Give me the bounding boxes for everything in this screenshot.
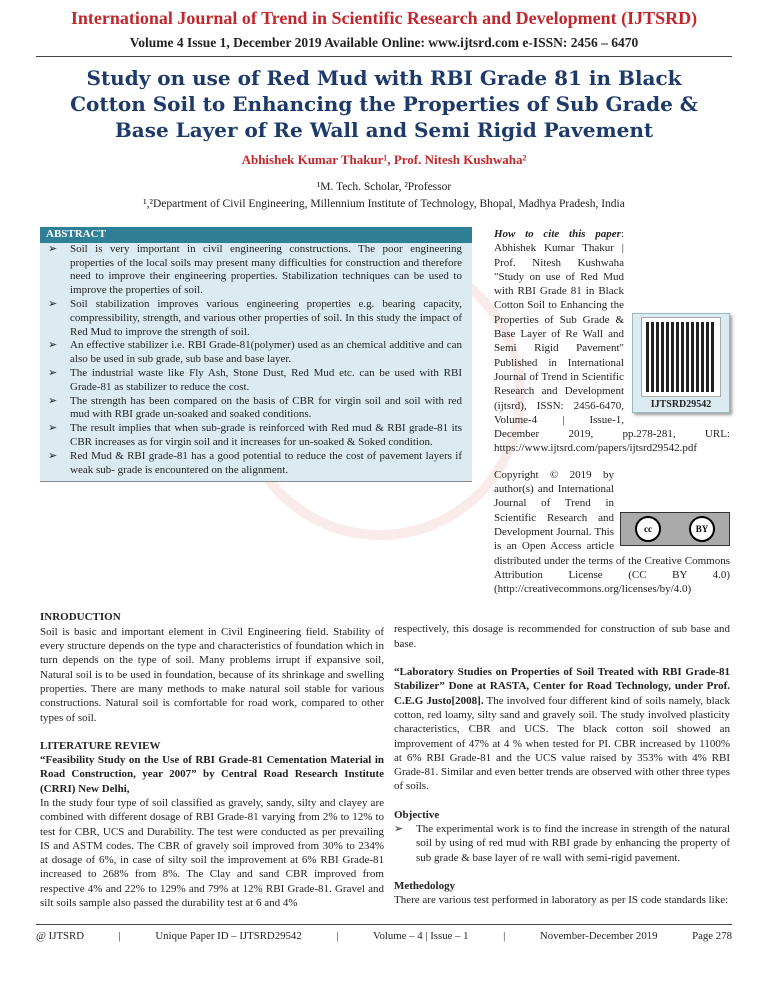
- bullet-icon: ➢: [48, 422, 58, 435]
- bullet-icon: ➢: [48, 297, 58, 310]
- author-roles: ¹M. Tech. Scholar, ²Professor: [316, 181, 452, 193]
- qr-code-icon: [642, 318, 720, 396]
- lab-text: The involved four different kind of soils namely, black cotton, red loamy, silty sand and gravely soil. The study involved plasticity characteristics, CBR and UCS. The black cotton soil showed an improvement of 47% at 4 % when tested for PI. CBR increased by 1100% at 6% RBI Grade-81 and the UCS value raised by 353% with 4% RBI Grade-81. Similar and even better trends are observed with other three types of soils.: [394, 694, 730, 793]
- cc-icon: cc: [635, 516, 661, 542]
- footer-sep: |: [503, 930, 506, 943]
- abstract-box: [40, 227, 472, 482]
- intro-text: Soil is basic and important element in Civil Engineering field. Stability of every structure depends on the type and characteristics of foundation which in turn depends on the type of soil. Many problems irrupt if expansive soil, Natural soil is to be used in foundation, because of its shrinkage and swelling properties. There are many methods to make natural soil stable for various constructions. Natural soil is comfortable for road work, compared to other types of soil.: [40, 625, 384, 724]
- abstract-item-text: An effective stabilizer i.e. RBI Grade-81(polymer) used as an chemical additive and can also be used in sub grade, sub base and base layer.: [70, 339, 462, 366]
- abstract-item-text: Red Mud & RBI grade-81 has a good potential to reduce the cost of pavement layers if weak sub- grade is encountered on the alignment.: [70, 449, 462, 476]
- lab-heading: “Laboratory Studies on Properties of Soil Treated with RBI Grade-81 Stabilizer” Done at RASTA, Center for Road Technology, under Prof. C.E.G Justo[2008].: [394, 666, 730, 707]
- bullet-icon: ➢: [48, 449, 58, 462]
- abstract-item-text: The result implies that when sub-grade is reinforced with Red mud & RBI grade-81 its CBR increases as for virgin soil and it increases for un-soaked & Soked condition.: [70, 422, 462, 448]
- left-column: [40, 610, 384, 910]
- method-heading: Methedology: [394, 879, 456, 892]
- objective-heading: Objective: [394, 808, 440, 821]
- journal-header: International Journal of Trend in Scientific Research and Development (IJTSRD): [70, 8, 698, 28]
- abstract-item: [48, 339, 462, 367]
- abstract-item: [48, 395, 462, 423]
- bullet-icon: ➢: [48, 366, 58, 379]
- right-top-column: [494, 227, 730, 596]
- abstract-item-text: Soil is very important in civil engineering constructions. The poor engineering properties of the local soils may present many difficulties for construction and therefore need to improve their engineering properties. Stabilization techniques can be used to improve the properties of soil.: [70, 242, 462, 297]
- abstract-heading: ABSTRACT: [40, 227, 472, 243]
- abstract-item-text: Soil stabilization improves various engineering properties e.g. bearing capacity, compressibility, strength, and various other properties of soil. In this study the impact of Red Mud to improve the strength of soil.: [70, 297, 462, 338]
- lit-heading: LITERATURE REVIEW: [40, 739, 161, 752]
- qr-code-box: [632, 313, 730, 413]
- by-icon: BY: [689, 516, 715, 542]
- footer-sep: |: [118, 930, 121, 943]
- footer-sep: |: [336, 930, 339, 943]
- abstract-item: [48, 367, 462, 395]
- abstract-item: [48, 298, 462, 339]
- header-rule: [36, 56, 732, 57]
- abstract-item: [48, 243, 462, 298]
- page-footer: [36, 924, 732, 943]
- cite-text: : Abhishek Kumar Thakur | Prof. Nitesh Kushwaha "Study on use of Red Mud with RBI Grade 81 in Black Cotton Soil to Enhancing the Properties of Sub Grade & Base Layer of Re Wall and Semi Rigid Pavement" Published in International Journal of Trend in Scientific Research and Development (ijtsrd), ISSN: 2456-6470, Volume-4 | Issue-1, December 2019, pp.278-281, URL: https://www.ijtsrd.com/papers/ijtsrd29542.pdf: [494, 228, 730, 455]
- abstract-item-text: The industrial waste like Fly Ash, Stone Dust, Red Mud etc. can be used with RBI Grade-81 as stabilizer to reduce the cost.: [70, 366, 462, 393]
- abstract-item: [48, 450, 462, 478]
- affiliation: ¹,²Department of Civil Engineering, Millennium Institute of Technology, Bhopal, Madhya Pradesh, India: [143, 198, 625, 210]
- bullet-icon: ➢: [394, 822, 404, 835]
- continuation-text: respectively, this dosage is recommended for construction of sub base and base.: [394, 623, 730, 650]
- objective-text: The experimental work is to find the increase in strength of the natural soil by using of red mud with RBI grade by enhancing the property of sub grade & base layer of re wall with semi-rigid pavement.: [416, 822, 730, 864]
- lit-subheading: “Feasibility Study on the Use of RBI Grade-81 Cementation Material in Road Construction, year 2007” by Central Road Research Institute (CRRI) New Delhi,: [40, 754, 384, 795]
- paper-title: Study on use of Red Mud with RBI Grade 81 in Black Cotton Soil to Enhancing the Properties of Sub Grade & Base Layer of Re Wall and Semi Rigid Pavement: [70, 66, 698, 142]
- right-column: [394, 610, 730, 910]
- top-section: [36, 227, 732, 596]
- bullet-icon: ➢: [48, 242, 58, 255]
- bullet-icon: ➢: [48, 339, 58, 352]
- authors: Abhishek Kumar Thakur¹, Prof. Nitesh Kushwaha²: [241, 152, 527, 167]
- copyright-block: [494, 468, 730, 597]
- lit-text: In the study four type of soil classified as gravely, sandy, silty and clayey are combined with different dosage of RBI Grade-81 varying from 2% to 12% to test for CBR, UCS and Durability. The test were conducted as per prevailing IS and ASTM codes. The CBR of gravely soil improved from 30% to 234% at dosage of 6%, in case of silty soil the improvement at 6% RBI Grade-81 increased to 268% from 8%. The Clay and sand CBR improved from respective 4% and 22% to 129% and 79% at 12% RBI Grade-81. Gravel and silt soils sample also passed the durability test at 6 and 4%: [40, 796, 384, 910]
- body-section: [36, 610, 732, 910]
- cite-label: How to cite this paper: [494, 228, 621, 240]
- footer-date: November-December 2019: [539, 930, 658, 943]
- footer-journal: @ IJTSRD: [36, 930, 85, 943]
- qr-id: IJTSRD29542: [650, 399, 712, 410]
- footer-paper-id: Unique Paper ID – IJTSRD29542: [155, 930, 302, 943]
- method-text: There are various test performed in laboratory as per IS code standards like:: [394, 894, 729, 907]
- footer-page: Page 278: [692, 930, 732, 943]
- footer-volume: Volume – 4 | Issue – 1: [373, 930, 469, 943]
- intro-heading: INRODUCTION: [40, 611, 121, 624]
- cc-by-badge: [620, 512, 730, 546]
- abstract-item: [48, 422, 462, 450]
- cite-block: [494, 227, 730, 456]
- abstract-item-text: The strength has been compared on the basis of CBR for virgin soil and soil with red mud with RBI grade un-soaked and soaked conditions.: [70, 394, 462, 421]
- abstract-list: [40, 243, 472, 478]
- bullet-icon: ➢: [48, 394, 58, 407]
- issue-line: Volume 4 Issue 1, December 2019 Available Online: www.ijtsrd.com e-ISSN: 2456 – 6470: [129, 35, 639, 50]
- copyright-text: Copyright © 2019 by author(s) and International Journal of Trend in Scientific Research and Development Journal. This is an Open Access article distributed under the terms of the Creative Commons Attribution License (CC BY 4.0) (http://creativecommons.org/licenses/by/4.0): [494, 468, 730, 596]
